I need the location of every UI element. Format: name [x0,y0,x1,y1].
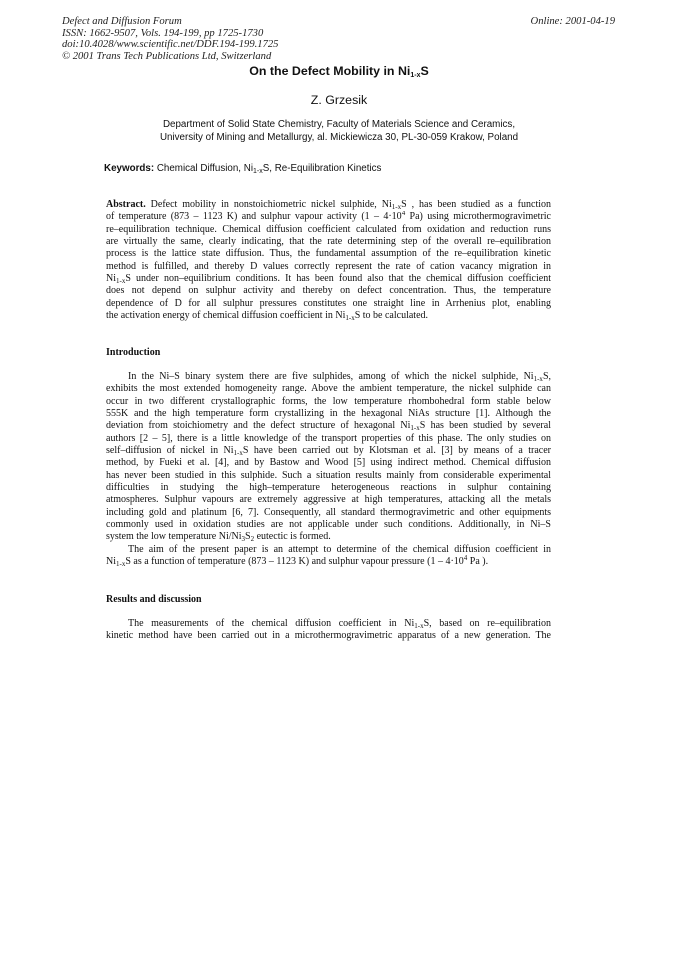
affiliation-line-2: University of Mining and Metallurgy, al. Mickiewicza 30, PL-30-059 Krakow, Poland [159,131,519,143]
journal-name: Defect and Diffusion Forum [62,16,182,27]
affiliation-line-1: Department of Solid State Chemistry, Faculty of Materials Science and Ceramics, [162,119,516,130]
introduction-section: In the Ni–S binary system there are five sulphides, among of which the nickel sulphide, $Ni_{1-x}S$, exhibits the most extended homogeneity range. Above the ambient temperature, the nickel sulphide can occur in two different crystallographic forms, the low temperature rhombohedral form stable below 555K and the high temperature form crystallizing in the hexagonal NiAs structure [1]. Although the deviation from stoichiometry and the defect structure of hexagonal $Ni_{1-x}S$ has been studied by several authors [2 – 5], there is a little knowledge of the transport properties of this phase. The only studies on self–diffusion of nickel in $Ni_{1-x}S$ have been carried out by Klotsman et al. [3] by means of a tracer method, by Fueki et al. [4], and by Bastow and Wood [5] using indirect method. Chemical diffusion has never been studied in this sulphide. Such a situation results mainly from considerable experimental difficulties in studying the high–temperature heterogeneous reactions in sulphur containing atmospheres. Sulphur vapours are extremely aggressive at high temperatures, attacking all the metals including gold and platinum [6, 7]. Consequently, all standard thermogravimetric and other equipments commonly used in oxidation studies are not applicable under such conditions. Additionally, in Ni–S system the low temperature $Ni/Ni_3S_2$ eutectic is formed. The aim of the present paper is an attempt to determine of the chemical diffusion coefficient in $Ni_{1-x}S$ as a function of temperature (873 – 1123 K) and sulphur vapour pressure ($1 - 4\cdot 10^4$ Pa ). [106,371,551,569]
author-name: Z. Grzesik [310,93,368,107]
abstract: Abstract. Defect mobility in nonstoichiometric nickel sulphide, $Ni_{1-x}S$ , has been studied as a function of temperature (873 – 1123 K) and sulphur vapour activity ($1 - 4\cdot 10^4$ Pa) using microthermogravimetric re–equilibration technique. Chemical diffusion coefficient calculated from oxidation and reduction runs are virtually the same, clearly indicating, that the rate determining step of the overall re–equilibration process is the lattice state diffusion. Thus, the fundamental assumption of the re–equilibration kinetic method is fulfilled, and thereby D̃ values correctly represent the rate of cation vacancy migration in $Ni_{1-x}S$ under non–equilibrium conditions. It has been found also that the chemical diffusion coefficient does not depend on sulphur activity and thereby on defect concentration. Thus, the temperature dependence of D̃ for all sulphur pressures constitutes one straight line in Arrhenius plot, enabling the activation energy of chemical diffusion coefficient in $Ni_{1-x}S$ to be calculated. [106,199,551,323]
issn-info: ISSN: 1662-9507, Vols. 194-199, pp 1725-1730 [62,27,264,39]
dtilde-symbol: D̃ [250,260,258,272]
paper-title: On the Defect Mobility in $Ni_{1-x}S$ [249,64,429,79]
affiliation [0,119,678,144]
copyright-info: © 2001 Trans Tech Publications Ltd, Switzerland [62,50,272,62]
online-date: Online: 2001-04-19 [530,16,615,27]
results-section: The measurements of the chemical diffusion coefficient in $Ni_{1-x}S$, based on re–equilibration kinetic method have been carried out in a microthermogravimetric apparatus of a new generation. The [106,618,551,642]
results-heading: Results and discussion [106,594,202,605]
introduction-heading: Introduction [106,347,161,358]
abstract-label: Abstract. [106,199,146,210]
keywords: Keywords: Chemical Diffusion, $Ni_{1-x}S$, Re-Equilibration Kinetics [104,163,382,175]
keywords-label: Keywords: [104,163,155,174]
dtilde-symbol: D̃ [174,297,182,309]
doi-info: doi:10.4028/www.scientific.net/DDF.194-199.1725 [62,39,279,51]
